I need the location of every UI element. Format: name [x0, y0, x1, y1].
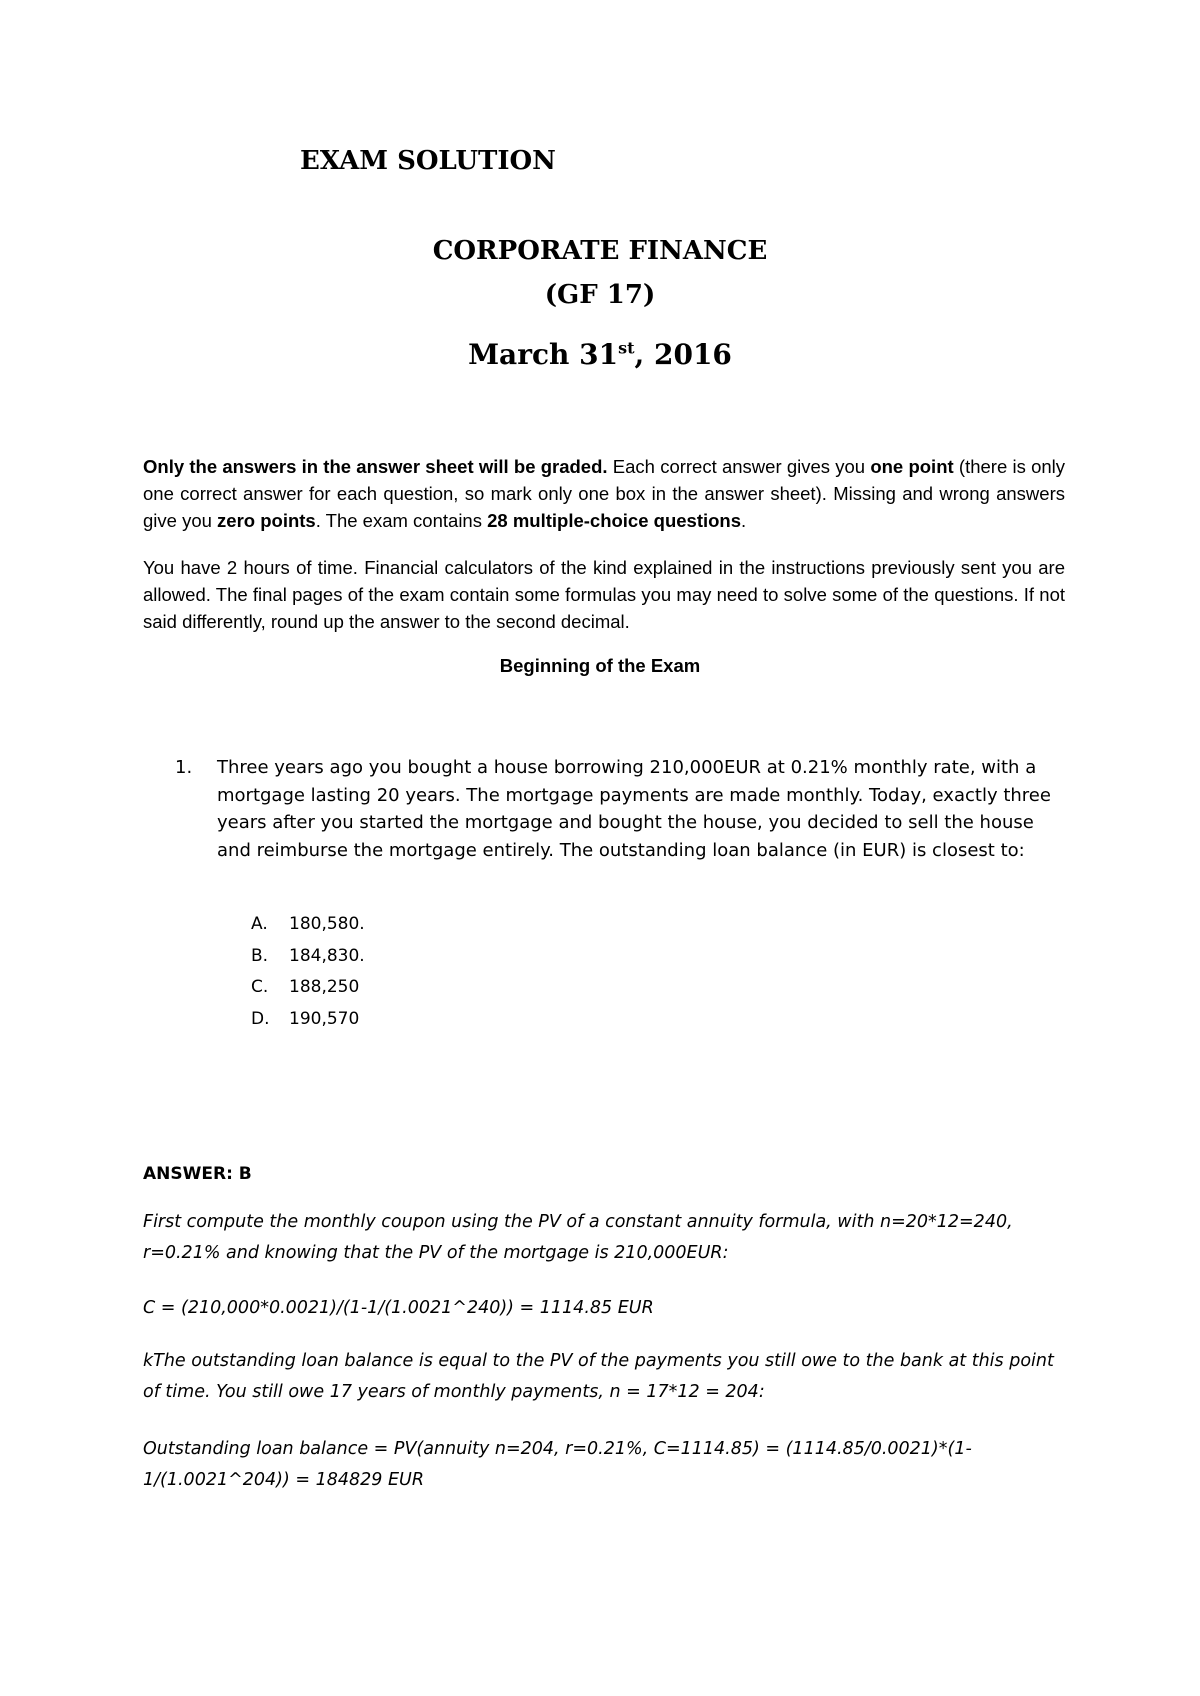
time-instructions: You have 2 hours of time. Financial calculators of the kind explained in the instructions previously sent you are allowed. The final pages of the exam contain some formulas you may need to solve some of the questions. If not said differently, round up the answer to the second decimal. [143, 557, 1065, 632]
instruction-text: . [741, 510, 747, 531]
option-value: 188,250 [289, 977, 360, 997]
question-number: 1. [175, 757, 193, 778]
document-title: EXAM SOLUTION [300, 146, 556, 176]
option-a [251, 909, 365, 941]
exam-date-main: March 31 [468, 338, 619, 371]
option-value: 190,570 [289, 1008, 360, 1029]
course-code: (GF 17) [544, 280, 656, 310]
option-letter: A. [251, 914, 268, 934]
one-point-emphasis: one point [870, 456, 954, 477]
solution-step-3: kThe outstanding loan balance is equal to the PV of the payments you still owe to the bank at this point of time. You still owe 17 years of monthly payments, n = 17*12 = 204: [143, 1351, 1054, 1402]
solution-step-2: C = (210,000*0.0021)/(1-1/(1.0021^240)) = 1114.85 EUR [143, 1298, 654, 1318]
solution-step-4: Outstanding loan balance = PV(annuity n=204, r=0.21%, C=1114.85) = (1114.85/0.0021)*(1-1/(1.0021^204)) = 184829 EUR [143, 1439, 972, 1490]
question-count-emphasis: 28 multiple-choice questions [487, 510, 742, 531]
exam-date [0, 338, 1200, 371]
grading-instructions [143, 453, 1065, 534]
option-value: 184,830. [289, 945, 365, 966]
question-1 [175, 754, 1065, 864]
option-d [251, 1004, 365, 1036]
course-name: CORPORATE FINANCE [432, 236, 768, 266]
exam-date-year: , 2016 [634, 338, 732, 371]
zero-points-emphasis: zero points [217, 510, 316, 531]
section-heading: Beginning of the Exam [499, 655, 701, 676]
question-text: Three years ago you bought a house borrowing 210,000EUR at 0.21% monthly rate, with a mortgage lasting 20 years. The mortgage payments are made monthly. Today, exactly three years after you started the mortgage and bought the house, you decided to sell the house and reimburse the mortgage entirely. The outstanding loan balance (in EUR) is closest to: [217, 757, 1051, 861]
option-value: 180,580. [289, 914, 365, 934]
option-letter: C. [251, 977, 269, 997]
exam-date-suffix: st [618, 338, 635, 358]
instruction-text: Each correct answer gives you [607, 456, 871, 477]
instruction-text: (there is only one correct answer for each question, so mark only one box in the answer sheet). Missing and wrong answers give you [143, 456, 1066, 531]
option-letter: D. [251, 1008, 270, 1029]
option-c [251, 972, 365, 1004]
instruction-text: . The exam contains [315, 510, 488, 531]
solution-step-1: First compute the monthly coupon using the PV of a constant annuity formula, with n=20*12=240, r=0.21% and knowing that the PV of the mortgage is 210,000EUR: [143, 1212, 1013, 1263]
option-b [251, 941, 365, 973]
grading-note: Only the answers in the answer sheet will be graded. [143, 456, 608, 477]
answer-options [251, 909, 365, 1035]
option-letter: B. [251, 945, 269, 966]
answer-label: ANSWER: B [143, 1164, 252, 1184]
